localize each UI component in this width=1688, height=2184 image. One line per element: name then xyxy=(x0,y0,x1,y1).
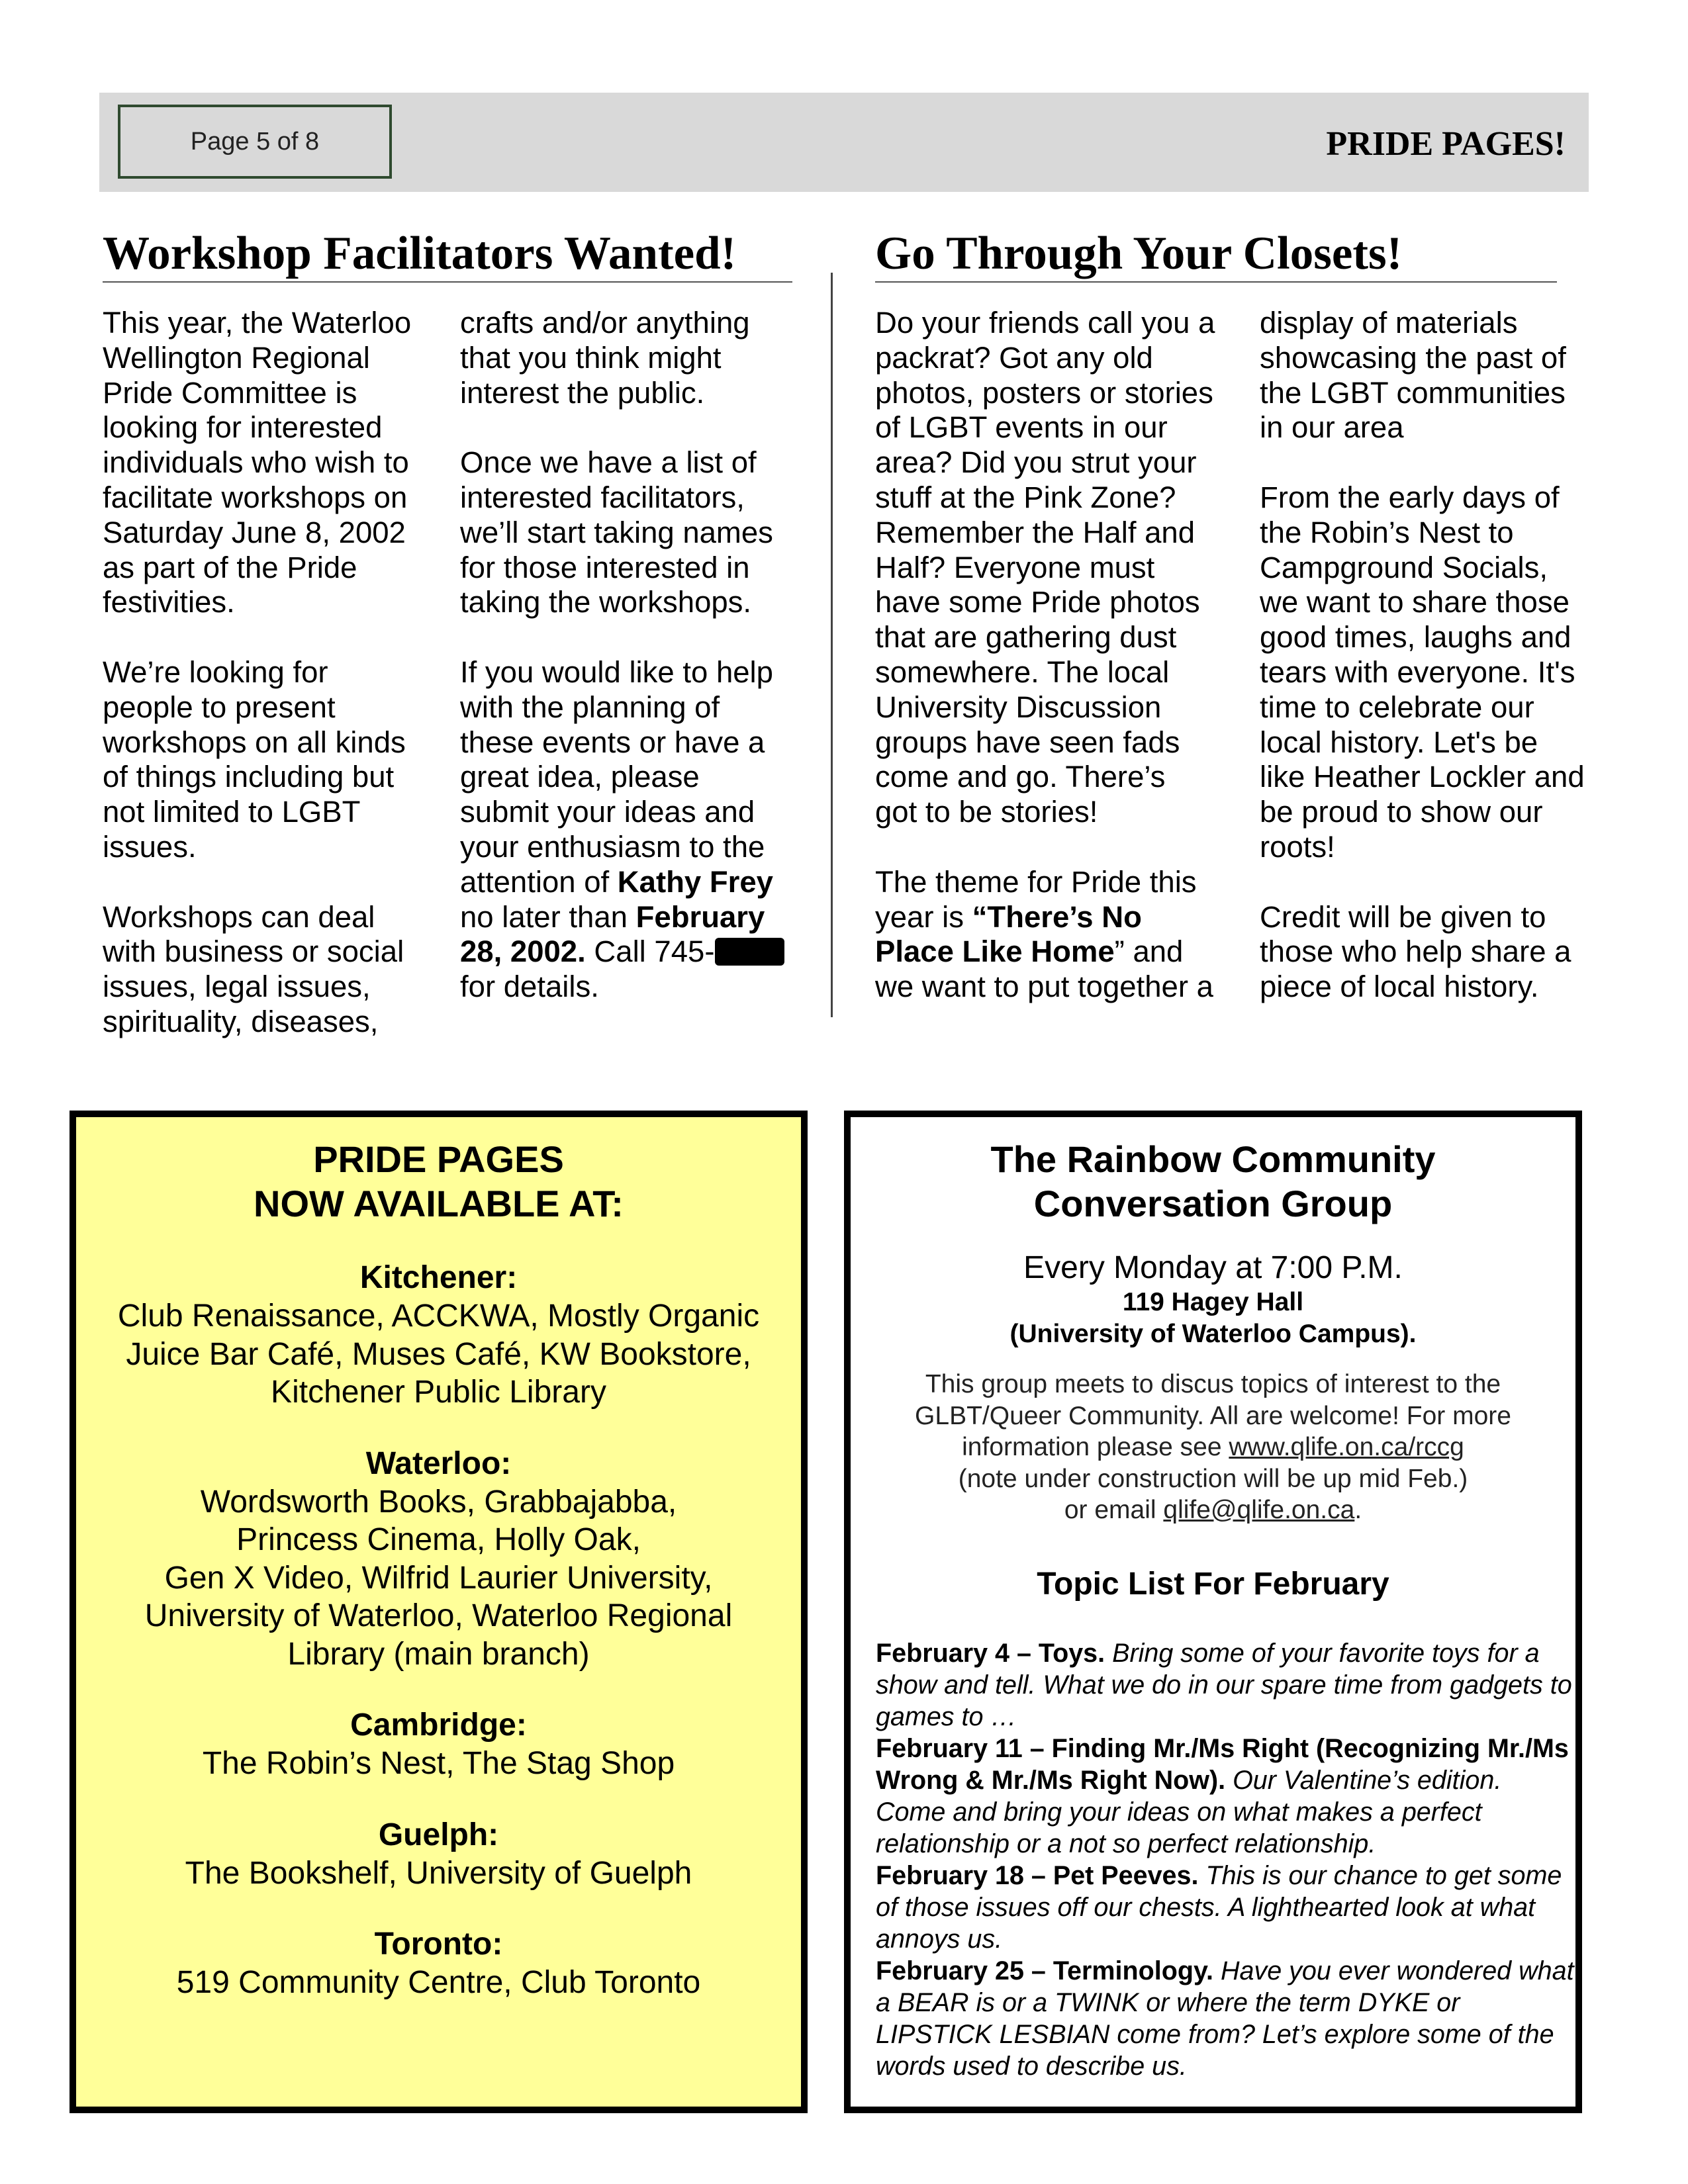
contact-name: Kathy Frey xyxy=(617,864,773,899)
location-places: Wordsworth Books, Grabbajabba, xyxy=(200,1484,677,1520)
workshop-column-1 xyxy=(103,306,411,1040)
text-line: University Discussion xyxy=(875,690,1162,724)
text-line: tears with everyone. It's xyxy=(1260,655,1575,689)
location-places: Club Renaissance, ACCKWA, Mostly Organic xyxy=(117,1298,760,1334)
workshop-paragraph-6: If you would like to help with the planning of these events or have a great idea, please submit your ideas and your enthusiasm to the attention of Kathy Frey no later than February 28, 2002. Call 745- for details. xyxy=(460,655,784,1005)
rainbow-group-box xyxy=(844,1111,1582,2113)
rainbow-title-line-1: The Rainbow Community xyxy=(990,1138,1436,1180)
text-line: as part of the Pride xyxy=(103,550,357,584)
publication-name: PRIDE PAGES! xyxy=(1326,125,1566,163)
location-city: Toronto: xyxy=(374,1927,503,1962)
meeting-time: Every Monday at 7:00 P.M. xyxy=(1023,1250,1403,1285)
text-line: photos, posters or stories xyxy=(875,375,1213,410)
text-line: your enthusiasm to the xyxy=(460,829,765,864)
text-line: local history. Let's be xyxy=(1260,725,1538,759)
topic-description: Have you ever wondered what a BEAR is or a TWINK or where the term DYKE or LIPSTICK LESBIAN come from? Let’s explore some of the words used to describe us. xyxy=(876,1956,1574,2081)
text-line: Remember the Half and xyxy=(875,515,1196,549)
location-places: Juice Bar Café, Muses Café, KW Bookstore, xyxy=(126,1336,751,1372)
text-line: good times, laughs and xyxy=(1260,620,1571,655)
text-line: Workshops can deal xyxy=(103,899,375,934)
page-indicator: Page 5 of 8 xyxy=(118,105,392,179)
text-line: individuals who wish to xyxy=(103,445,409,480)
text-line: like Heather Lockler and xyxy=(1260,760,1585,794)
text-line: of things including but xyxy=(103,760,395,794)
topic-description: Our Valentine’s edition. Come and bring your ideas on what makes a perfect relationship or a not so perfect relationship. xyxy=(876,1765,1502,1858)
topics-heading: Topic List For February xyxy=(1037,1566,1389,1602)
website-link[interactable]: www.qlife.on.ca/rccg xyxy=(1229,1433,1464,1461)
location-places: University of Waterloo, Waterloo Regional xyxy=(144,1598,733,1633)
closets-paragraph-5 xyxy=(1260,900,1585,1005)
text-line: Wellington Regional xyxy=(103,340,370,375)
email-link[interactable]: qlife@qlife.on.ca xyxy=(1163,1496,1355,1524)
text-line: not limited to LGBT xyxy=(103,795,361,829)
text-line: in our area xyxy=(1260,410,1404,445)
text-line: Do your friends call you a xyxy=(875,306,1215,340)
topic-item xyxy=(876,1860,1575,1955)
text-line: festivities. xyxy=(103,585,235,619)
location-places: The Bookshelf, University of Guelph xyxy=(185,1855,692,1891)
text-line: somewhere. The local xyxy=(875,655,1170,689)
location-city: Cambridge: xyxy=(350,1707,527,1743)
topic-title: February 25 – Terminology. xyxy=(876,1956,1213,1985)
text-line: Pride Committee is xyxy=(103,375,357,410)
workshop-column-2 xyxy=(460,306,784,1005)
availability-title-line-1: PRIDE PAGES xyxy=(313,1138,564,1180)
topic-title: February 11 – Finding Mr./Ms Right (Recognizing Mr./Ms Wrong & Mr./Ms Right Now). xyxy=(876,1733,1569,1795)
text-line: the LGBT communities xyxy=(1260,375,1566,410)
workshop-paragraph-1 xyxy=(103,306,411,620)
redaction-bar xyxy=(715,938,784,966)
location-places: 519 Community Centre, Club Toronto xyxy=(176,1965,701,2000)
text-line: interest the public. xyxy=(460,375,705,410)
workshop-heading: Workshop Facilitators Wanted! xyxy=(103,228,737,279)
text-line: these events or have a xyxy=(460,725,765,759)
location-list xyxy=(76,1259,801,2002)
text-line: with business or social xyxy=(103,934,404,969)
text-line: for those interested in xyxy=(460,550,750,584)
text-line: of LGBT events in our xyxy=(875,410,1168,445)
text-line: time to celebrate our xyxy=(1260,690,1534,724)
topic-description: Bring some of your favorite toys for a show and tell. What we do in our spare time from gadgets to games to … xyxy=(876,1638,1572,1731)
text-line: roots! xyxy=(1260,829,1335,864)
text-line: stuff at the Pink Zone? xyxy=(875,480,1176,514)
text-line: we’ll start taking names xyxy=(460,515,773,549)
meeting-location: 119 Hagey Hall xyxy=(1122,1288,1304,1316)
pride-theme: Place Like Home xyxy=(875,934,1115,969)
text-line: we want to share those xyxy=(1260,585,1570,619)
topic-item xyxy=(876,1637,1575,1733)
text-line: piece of local history. xyxy=(1260,970,1539,1004)
text-line: If you would like to help xyxy=(460,655,773,689)
text-line: submit your ideas and xyxy=(460,795,755,829)
closets-paragraph-3 xyxy=(1260,306,1585,445)
topic-description: This is our chance to get some of those issues off our chests. A lighthearted look at what annoys us. xyxy=(876,1860,1562,1954)
topic-title: February 4 – Toys. xyxy=(876,1638,1105,1668)
location-city: Waterloo: xyxy=(365,1445,512,1481)
closets-heading: Go Through Your Closets! xyxy=(875,228,1403,279)
text-line: looking for interested xyxy=(103,410,383,445)
text-line: area? Did you strut your xyxy=(875,445,1197,480)
text-line: facilitate workshops on xyxy=(103,480,408,514)
column-divider xyxy=(831,273,833,1017)
text-line: spirituality, diseases, xyxy=(103,1004,379,1038)
workshop-heading-rule xyxy=(103,281,792,283)
group-description: This group meets to discus topics of interest to the GLBT/Queer Community. All are welcome! For more information please see www.qlife.on.ca/rccg (note under construction will be up mid Feb.) or email qlife@qlife.on.ca. xyxy=(915,1370,1511,1524)
workshop-paragraph-4 xyxy=(460,306,784,410)
location-places: Princess Cinema, Holly Oak, xyxy=(236,1522,641,1557)
closets-heading-rule xyxy=(875,281,1557,283)
text-line: showcasing the past of xyxy=(1260,340,1566,375)
text-line: the Robin’s Nest to xyxy=(1260,515,1514,549)
closets-paragraph-2: The theme for Pride this year is “There’s No Place Like Home” and we want to put together a xyxy=(875,864,1213,1004)
availability-title-line-2: NOW AVAILABLE AT: xyxy=(254,1183,624,1224)
location-city: Guelph: xyxy=(378,1817,499,1852)
location-places: Kitchener Public Library xyxy=(271,1375,606,1410)
text-line: Once we have a list of xyxy=(460,445,757,480)
text-line: great idea, please xyxy=(460,760,700,794)
text-line: From the early days of xyxy=(1260,480,1560,514)
topic-item xyxy=(876,1955,1575,2082)
closets-column-2 xyxy=(1260,306,1585,1005)
text-line: come and go. There’s xyxy=(875,760,1166,794)
topic-list xyxy=(851,1637,1575,2082)
text-line: Saturday June 8, 2002 xyxy=(103,515,406,549)
text-line: Credit will be given to xyxy=(1260,899,1546,934)
workshop-paragraph-2 xyxy=(103,655,411,865)
text-line: crafts and/or anything xyxy=(460,306,750,340)
text-line: those who help share a xyxy=(1260,934,1571,969)
topic-title: February 18 – Pet Peeves. xyxy=(876,1860,1199,1890)
text-line: issues, legal issues, xyxy=(103,970,371,1004)
text-line: workshops on all kinds xyxy=(103,725,406,759)
closets-paragraph-4 xyxy=(1260,480,1585,865)
location-places: The Robin’s Nest, The Stag Shop xyxy=(202,1746,675,1781)
text-line: Campground Socials, xyxy=(1260,550,1548,584)
text-line: that are gathering dust xyxy=(875,620,1177,655)
text-line: Half? Everyone must xyxy=(875,550,1155,584)
location-city: Kitchener: xyxy=(359,1260,518,1295)
closets-paragraph-1 xyxy=(875,306,1215,830)
text-line: be proud to show our xyxy=(1260,795,1543,829)
text-line: We’re looking for xyxy=(103,655,328,689)
rainbow-title-line-2: Conversation Group xyxy=(1033,1183,1393,1224)
meeting-campus: (University of Waterloo Campus). xyxy=(1009,1320,1417,1348)
text-line: issues. xyxy=(103,829,197,864)
text-line: got to be stories! xyxy=(875,795,1098,829)
location-places: Library (main branch) xyxy=(287,1636,590,1672)
text-line: that you think might xyxy=(460,340,722,375)
text-line: have some Pride photos xyxy=(875,585,1200,619)
text-line: interested facilitators, xyxy=(460,480,745,514)
closets-column-1 xyxy=(875,306,1215,1005)
text-line: display of materials xyxy=(1260,306,1518,340)
text-line: people to present xyxy=(103,690,336,724)
text-line: groups have seen fads xyxy=(875,725,1180,759)
workshop-paragraph-3 xyxy=(103,900,411,1040)
deadline-date: 28, 2002. xyxy=(460,934,586,969)
text-line: packrat? Got any old xyxy=(875,340,1153,375)
text-line: This year, the Waterloo xyxy=(103,306,412,340)
text-line: taking the workshops. xyxy=(460,585,752,619)
text-line: with the planning of xyxy=(460,690,720,724)
topic-item xyxy=(876,1733,1575,1860)
location-places: Gen X Video, Wilfrid Laurier University, xyxy=(164,1560,713,1596)
workshop-paragraph-5 xyxy=(460,445,784,620)
availability-box xyxy=(70,1111,808,2113)
